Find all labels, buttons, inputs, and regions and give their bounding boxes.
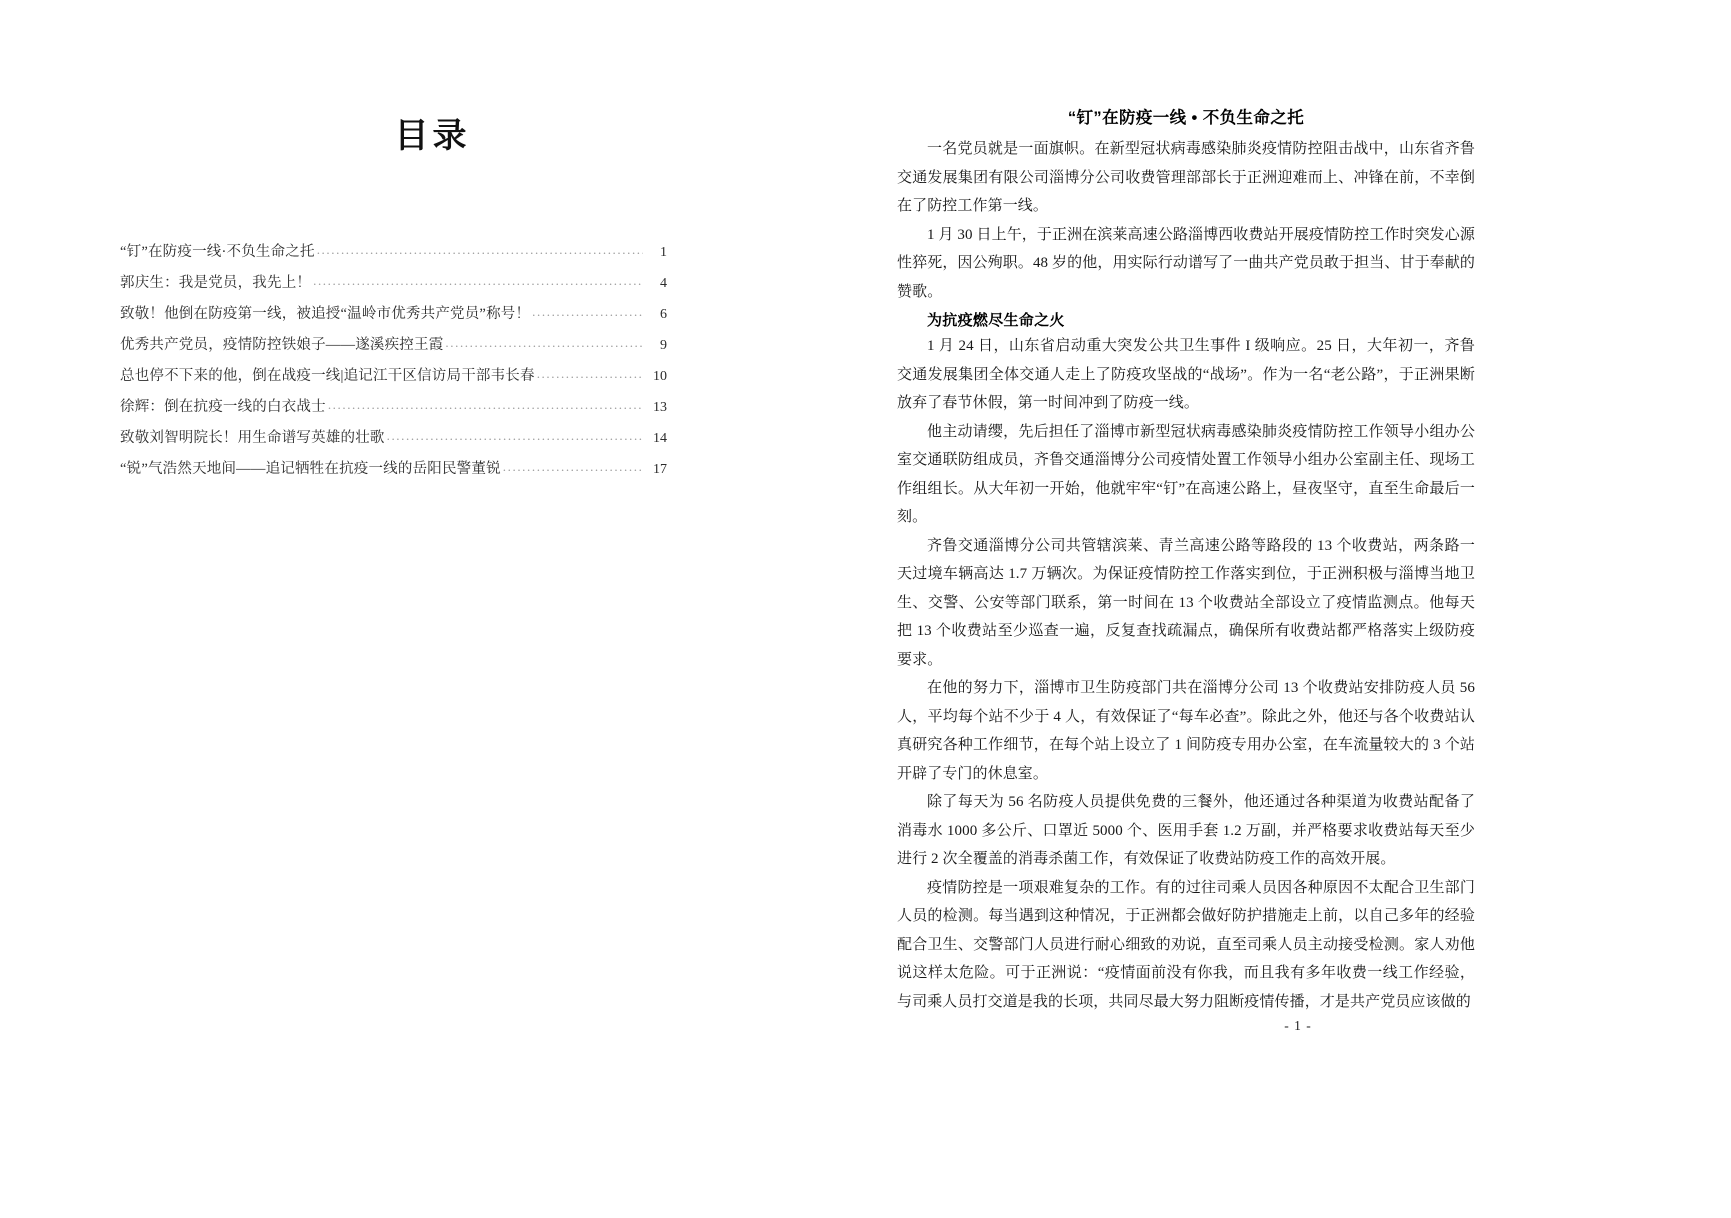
article-paragraph: 他主动请缨，先后担任了淄博市新型冠状病毒感染肺炎疫情防控工作领导小组办公室交通联防组成员，齐鲁交通淄博分公司疫情处置工作领导小组办公室副主任、现场工作组组长。从大年初一开始，他就牢牢“钉”在高速公路上，昼夜坚守，直至生命最后一刻。	[897, 423, 1475, 525]
toc-entry[interactable]	[120, 430, 667, 461]
toc-entry-page: 13	[653, 400, 667, 415]
toc-entry-label: 郭庆生：我是党员，我先上！	[120, 275, 312, 291]
toc-entry-label: 总也停不下来的他，倒在战疫一线|追记江干区信访局干部韦长春	[120, 368, 535, 384]
article-paragraph: 1 月 24 日，山东省启动重大突发公共卫生事件 I 级响应。25 日，大年初一，齐鲁交通发展集团全体交通人走上了防疫攻坚战的“战场”。作为一名“老公路”，于正洲果断放弃了春节休假，第一时间冲到了防疫一线。	[897, 338, 1475, 411]
toc-leader-dots	[328, 397, 643, 413]
toc-leader-dots	[537, 366, 643, 382]
article-paragraph: 一名党员就是一面旗帜。在新型冠状病毒感染肺炎疫情防控阻击战中，山东省齐鲁交通发展集团有限公司淄博分公司收费管理部部长于正洲迎难而上、冲锋在前，不幸倒在了防控工作第一线。	[897, 141, 1475, 214]
toc-entry[interactable]	[120, 306, 667, 337]
article-paragraph: 齐鲁交通淄博分公司共管辖滨莱、青兰高速公路等路段的 13 个收费站，两条路一天过境车辆高达 1.7 万辆次。为保证疫情防控工作落实到位，于正洲积极与淄博当地卫生、交警、公安等部门联系，第一时间在 13 个收费站全部设立了疫情监测点。他每天把 13 个收费站至少巡查一遍，反复查找疏漏点，确保所有收费站都严格落实上级防疫要求。	[897, 537, 1475, 668]
toc-entry-label: 致敬刘智明院长！用生命谱写英雄的壮歌	[120, 430, 385, 446]
toc-leader-dots	[313, 273, 643, 289]
page-footer-number	[865, 1018, 1731, 1034]
toc-leader-dots	[317, 242, 643, 258]
page-number-label: - 1 -	[1284, 1018, 1312, 1033]
article-body	[897, 104, 1475, 1016]
article-paragraph: 在他的努力下，淄博市卫生防疫部门共在淄博分公司 13 个收费站安排防疫人员 56 人，平均每个站不少于 4 人，有效保证了“每车必查”。除此之外，他还与各个收费站认真研究各种工作细节，在每个站上设立了 1 间防疫专用办公室，在车流量较大的 3 个站开辟了专门的休息室。	[897, 680, 1475, 782]
toc-entry-page: 9	[660, 338, 667, 353]
toc-leader-dots	[387, 428, 643, 444]
toc-entry[interactable]	[120, 337, 667, 368]
toc-entry[interactable]	[120, 244, 667, 275]
toc-entry-page: 14	[653, 431, 667, 446]
toc-entry[interactable]	[120, 368, 667, 399]
article-title: “钉”在防疫一线 • 不负生命之托	[1067, 109, 1305, 127]
toc-entry-label: “钉”在防疫一线·不负生命之托	[120, 244, 315, 260]
toc-entry[interactable]	[120, 275, 667, 306]
page-title: 目录	[394, 118, 471, 155]
toc-entry-page: 6	[660, 307, 667, 322]
article-paragraph: 1 月 30 日上午，于正洲在滨莱高速公路淄博西收费站开展疫情防控工作时突发心源性猝死，因公殉职。48 岁的他，用实际行动谱写了一曲共产党员敢于担当、甘于奉献的赞歌。	[897, 226, 1475, 300]
toc-entry-label: 致敬！他倒在防疫第一线，被追授“温岭市优秀共产党员”称号！	[120, 306, 531, 322]
toc-entry-page: 4	[660, 276, 667, 291]
toc-page	[0, 0, 865, 1218]
toc-leader-dots	[503, 459, 643, 475]
toc-leader-dots	[445, 335, 643, 351]
toc-entry-label: “锐”气浩然天地间——追记牺牲在抗疫一线的岳阳民警董锐	[120, 461, 501, 477]
toc-leader-dots	[532, 304, 643, 320]
toc-list	[120, 244, 667, 492]
article-page	[865, 0, 1731, 1218]
toc-entry[interactable]	[120, 461, 667, 492]
article-paragraph: 除了每天为 56 名防疫人员提供免费的三餐外，他还通过各种渠道为收费站配备了消毒水 1000 多公斤、口罩近 5000 个、医用手套 1.2 万副，并严格要求收费站每天至少进行 2 次全覆盖的消毒杀菌工作，有效保证了收费站防疫工作的高效开展。	[897, 794, 1475, 867]
article-subheading: 为抗疫燃尽生命之火	[927, 312, 1065, 329]
toc-entry-label: 优秀共产党员，疫情防控铁娘子——遂溪疾控王霞	[120, 337, 444, 353]
toc-entry-page: 1	[660, 245, 667, 260]
toc-entry[interactable]	[120, 399, 667, 430]
toc-entry-page: 10	[653, 369, 667, 384]
toc-entry-label: 徐辉：倒在抗疫一线的白衣战士	[120, 399, 326, 415]
toc-entry-page: 17	[653, 462, 667, 477]
article-paragraph: 疫情防控是一项艰难复杂的工作。有的过往司乘人员因各种原因不太配合卫生部门人员的检测。每当遇到这种情况，于正洲都会做好防护措施走上前，以自己多年的经验配合卫生、交警部门人员进行耐心细致的劝说，直至司乘人员主动接受检测。家人劝他说这样太危险。可于正洲说：“疫情面前没有你我，而且我有多年收费一线工作经验，与司乘人员打交道是我的长项，共同尽最大努力阻断疫情传播，才是共产党员应该做的	[897, 879, 1475, 1010]
